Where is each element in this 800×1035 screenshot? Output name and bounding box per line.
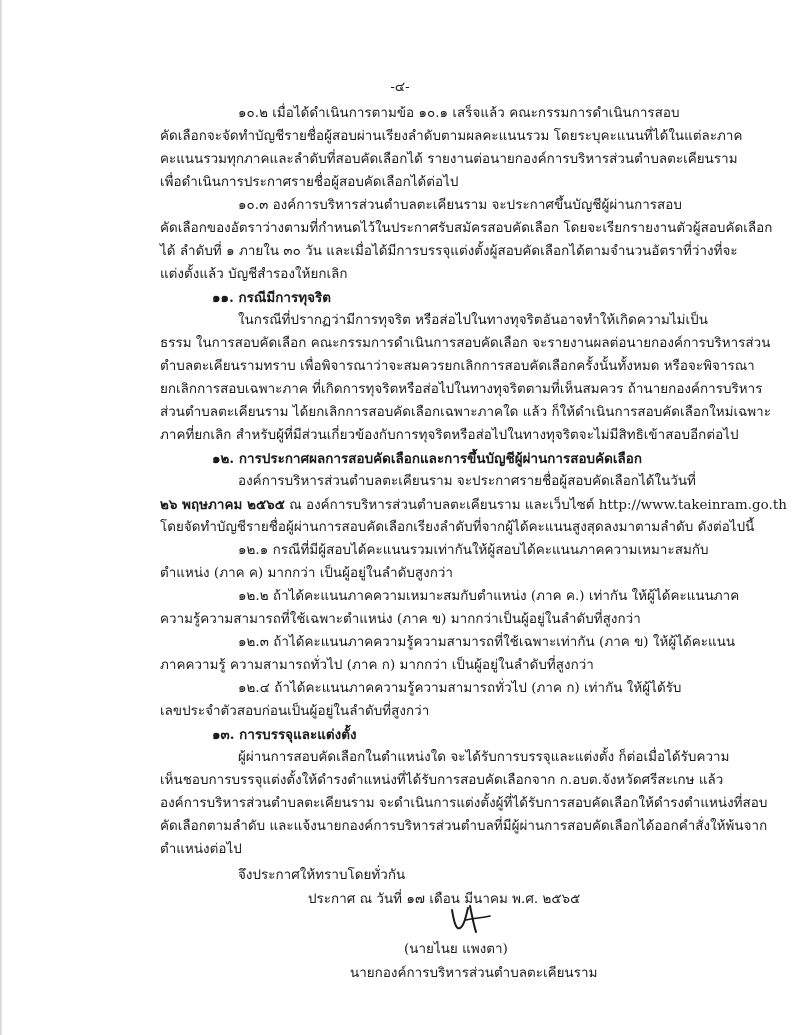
sec10-3-line-4: แต่งตั้งแล้ว บัญชีสำรองให้ยกเลิก	[160, 267, 348, 282]
sec12-2-line-1: ๑๒.๒ ถ้าได้คะแนนภาคความเหมาะสมกับตำแหน่ง (ภาค ค.) เท่ากัน ให้ผู้ได้คะแนนภาค	[238, 589, 740, 604]
sec12-heading: ๑๒. การประกาศผลการสอบคัดเลือกและการขึ้นบัญชีผู้ผ่านการสอบคัดเลือก	[212, 451, 642, 467]
sec12-4-line-2: เลขประจำตัวสอบก่อนเป็นผู้อยู่ในลำดับที่สูงกว่า	[160, 704, 430, 719]
sec12-1-line-1: ๑๒.๑ กรณีที่มีผู้สอบได้คะแนนรวมเท่ากันให้ผู้สอบได้คะแนนภาคความเหมาะสมกับ	[238, 543, 709, 558]
sec11-line-2: ธรรม ในการสอบคัดเลือก คณะกรรมการดำเนินการสอบคัดเลือก จะรายงานผลต่อนายกองค์การบริหารส่วน	[160, 336, 771, 351]
sec12-2-line-2: ความรู้ความสามารถที่ใช้เฉพาะตำแหน่ง (ภาค ข) มากกว่าเป็นผู้อยู่ในลำดับที่สูงกว่า	[160, 612, 641, 627]
sec12-1-line-2: ตำแหน่ง (ภาค ค) มากกว่า เป็นผู้อยู่ในลำดับสูงกว่า	[160, 566, 453, 581]
sec10-2-line-4: เพื่อดำเนินการประกาศรายชื่อผู้สอบคัดเลือกได้ต่อไป	[160, 175, 459, 190]
sec12-intro-3: โดยจัดทำบัญชีรายชื่อผู้ผ่านการสอบคัดเลือกเรียงลำดับที่จากผู้ได้คะแนนสูงสุดลงมาตามลำดับ ดังต่อไปนี้	[160, 520, 755, 535]
handwritten-signature	[446, 900, 496, 940]
sec13-line-4: คัดเลือกตามลำดับ และแจ้งนายกองค์การบริหารส่วนตำบลที่มีผู้ผ่านการสอบคัดเลือกได้ออกคำสั่งให้พ้นจาก	[160, 819, 768, 834]
signer-name: (นายไนย แพงตา)	[404, 942, 508, 957]
announcement-date: ประกาศ ณ วันที่ ๑๗ เดือน มีนาคม พ.ศ. ๒๕๖๕	[308, 892, 581, 907]
sec11-line-5: ส่วนตำบลตะเคียนราม ได้ยกเลิกการสอบคัดเลือกเฉพาะภาคใด แล้ว ก็ให้ดำเนินการสอบคัดเลือกใหม่เฉพาะ	[160, 405, 771, 420]
sec10-3-line-2: คัดเลือกของอัตราว่างตามที่กำหนดไว้ในประกาศรับสมัครสอบคัดเลือก โดยจะเรียกรายงานตัวผู้สอบคัดเลือก	[160, 221, 773, 236]
sec11-line-6: ภาคที่ยกเลิก สำหรับผู้ที่มีส่วนเกี่ยวข้องกับการทุจริตหรือส่อไปในทางทุจริตจะไม่มีสิทธิเข้าสอบอีกต่อไป	[160, 428, 739, 443]
sec13-heading: ๑๓. การบรรจุและแต่งตั้ง	[212, 727, 357, 743]
sec12-3-line-2: ภาคความรู้ ความสามารถทั่วไป (ภาค ก) มากกว่า เป็นผู้อยู่ในลำดับที่สูงกว่า	[160, 658, 594, 673]
announce-result-date: ๒๖ พฤษภาคม ๒๕๖๕	[160, 497, 285, 513]
closing-statement: จึงประกาศให้ทราบโดยทั่วกัน	[238, 868, 406, 883]
sec10-2-line-2: คัดเลือกจะจัดทำบัญชีรายชื่อผู้สอบผ่านเรียงลำดับตามผลคะแนนรวม โดยระบุคะแนนที่ได้ในแต่ละภาค	[160, 129, 743, 144]
sec13-line-5: ตำแหน่งต่อไป	[160, 842, 242, 857]
sec12-3-line-1: ๑๒.๓ ถ้าได้คะแนนภาคความรู้ความสามารถที่ใช้เฉพาะเท่ากัน (ภาค ข) ให้ผู้ได้คะแนน	[238, 635, 736, 650]
sec10-2-line-1: ๑๐.๒ เมื่อได้ดำเนินการตามข้อ ๑๐.๑ เสร็จแล้ว คณะกรรมการดำเนินการสอบ	[238, 106, 680, 121]
sec13-line-2: เห็นชอบการบรรจุแต่งตั้งให้ดำรงตำแหน่งที่ได้รับการสอบคัดเลือกจาก ก.อบต.จังหวัดศรีสะเกษ แล้ว	[160, 773, 724, 788]
sec11-line-1: ในกรณีที่ปรากฏว่ามีการทุจริต หรือส่อไปในทางทุจริตอันอาจทำให้เกิดความไม่เป็น	[238, 313, 708, 328]
sec11-heading: ๑๑. กรณีมีการทุจริต	[212, 290, 332, 306]
sec10-2-line-3: คะแนนรวมทุกภาคและลำดับที่สอบคัดเลือกได้ รายงานต่อนายกองค์การบริหารส่วนตำบลตะเคียนราม	[160, 152, 738, 167]
sec10-3-line-3: ได้ ลำดับที่ ๑ ภายใน ๓๐ วัน และเมื่อได้มีการบรรจุแต่งตั้งผู้สอบคัดเลือกได้ตามจำนวนอัตราที่ว่างที่จะ	[160, 244, 738, 259]
page-number: -๔-	[390, 80, 410, 95]
sec12-intro-2	[160, 495, 787, 516]
sec11-line-4: ยกเลิกการสอบเฉพาะภาค ที่เกิดการทุจริตหรือส่อไปในทางทุจริตตามที่เห็นสมควร ถ้านายกองค์การบริหาร	[160, 382, 763, 397]
sec11-line-3: ตำบลตะเคียนรามทราบ เพื่อพิจารณาว่าจะสมควรยกเลิกการสอบคัดเลือกครั้งนั้นทั้งหมด หรือจะพิจารณา	[160, 359, 755, 374]
sec13-line-1: ผู้ผ่านการสอบคัดเลือกในตำแหน่งใด จะได้รับการบรรจุและแต่งตั้ง ก็ต่อเมื่อได้รับความ	[238, 750, 730, 765]
sec13-line-3: องค์การบริหารส่วนตำบลตะเคียนราม จะดำเนินการแต่งตั้งผู้ที่ได้รับการสอบคัดเลือกให้ดำรงตำแหน่งที่สอบ	[160, 796, 768, 811]
sec12-4-line-1: ๑๒.๔ ถ้าได้คะแนนภาคความรู้ความสามารถทั่วไป (ภาค ก) เท่ากัน ให้ผู้ได้รับ	[238, 681, 682, 696]
sec12-intro-1: องค์การบริหารส่วนตำบลตะเคียนราม จะประกาศรายชื่อผู้สอบคัดเลือกได้ในวันที่	[238, 474, 696, 489]
signer-title: นายกองค์การบริหารส่วนตำบลตะเคียนราม	[350, 966, 598, 981]
sec10-3-line-1: ๑๐.๓ องค์การบริหารส่วนตำบลตะเคียนราม จะประกาศขึ้นบัญชีผู้ผ่านการสอบ	[238, 198, 682, 213]
sec12-intro-2-text: ณ องค์การบริหารส่วนตำบลตะเคียนราม และเว็บไซต์ http://www.takeinram.go.th	[289, 498, 787, 513]
scan-edge	[0, 0, 3, 1035]
